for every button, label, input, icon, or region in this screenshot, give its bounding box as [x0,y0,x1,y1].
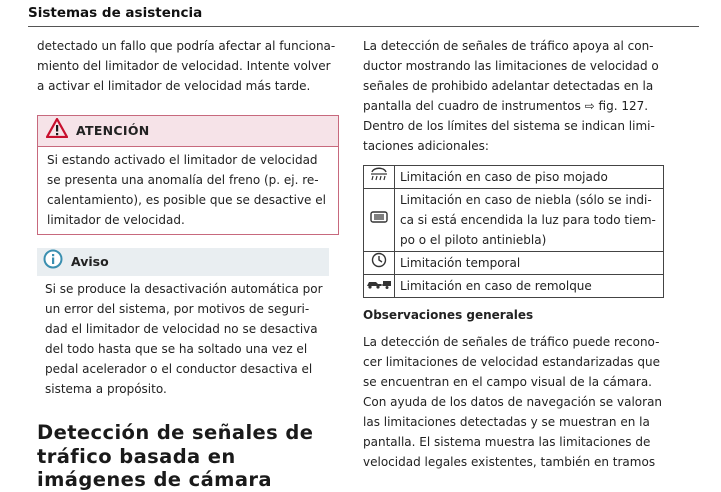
text-line: un error del sistema, por motivos de seguri- [45,302,310,316]
section-title [37,421,339,492]
text-line: dad el limitador de velocidad no se desactiva [45,322,318,336]
table-row [364,189,664,252]
text-line: taciones adicionales: [363,139,489,153]
text-line: Limitación en caso de piso mojado [400,170,608,184]
text-line: Limitación en caso de remolque [400,279,592,293]
text-line: cer limitaciones de velocidad estandarizadas que [363,355,660,369]
info-icon [43,249,63,275]
text-line: señales de prohibido adelantar detectadas en la [363,79,654,93]
text-line: La detección de señales de tráfico apoya al con- [363,39,654,53]
general-observations-text [363,332,664,472]
subheading: Observaciones generales [363,308,534,322]
fog-light-icon [364,189,395,252]
table-cell-text [395,252,664,275]
text-line: ductor mostrando las limitaciones de velocidad o [363,59,659,73]
text-line: se encuentran en el campo visual de la cámara. [363,375,652,389]
warning-triangle-icon [46,118,68,144]
right-intro [363,36,664,156]
section-title-line: Detección de señales de [37,421,314,444]
clock-icon [364,252,395,275]
note-title-bar [37,248,329,276]
text-line: miento del limitador de velocidad. Intente volver [37,59,331,73]
wet-road-icon [364,166,395,189]
text-line: detectado un fallo que podría afectar al funciona- [37,39,336,53]
text-line: pantalla del cuadro de instrumentos ⇨ fig. 127. [363,99,649,113]
text-line: Con ayuda de los datos de navegación se valoran [363,395,663,409]
text-line: a activar el limitador de velocidad más tarde. [37,79,311,93]
table-row [364,275,664,298]
warning-text [38,147,338,234]
text-line: las limitaciones detectadas y se muestran en la [363,415,650,429]
left-column [37,36,339,492]
text-line: Si se produce la desactivación automática por [45,282,323,296]
warning-title: ATENCIÓN [76,123,150,138]
warning-title-bar [38,116,338,147]
text-line: Limitación en caso de niebla (sólo se indi- [400,193,652,207]
table-row [364,166,664,189]
section-title-line: tráfico basada en [37,444,236,468]
text-line: po o el piloto antiniebla) [400,233,547,247]
text-line: La detección de señales de tráfico puede recono- [363,335,660,349]
text-line: ca si está encendida la luz para todo tiem- [400,213,656,227]
text-line: pedal acelerador o el conductor desactiva el [45,362,313,376]
text-line: Dentro de los límites del sistema se indican limi- [363,119,655,133]
right-column [363,36,664,472]
text-line: del todo hasta que se ha soltado una vez el [45,342,308,356]
text-line: calentamiento), es posible que se desactive el [47,193,326,207]
left-intro [37,36,339,96]
trailer-icon [364,275,395,298]
table-cell-text [395,189,664,252]
note-box [37,248,329,399]
text-line: Limitación temporal [400,256,521,270]
table-cell-text [395,275,664,298]
header-rule [28,26,699,27]
warning-box [37,115,339,235]
table-row [364,252,664,275]
section-title-line: imágenes de cámara [37,468,272,491]
limitations-table [363,165,664,298]
text-line: sistema a propósito. [45,382,167,396]
table-cell-text [395,166,664,189]
text-line: velocidad legales existentes, también en tramos [363,455,656,469]
text-line: limitador de velocidad. [47,213,185,227]
note-text [37,276,329,399]
page-header: Sistemas de asistencia [28,5,203,21]
text-line: pantalla. El sistema muestra las limitaciones de [363,435,651,449]
text-line: Si estando activado el limitador de velocidad [47,153,318,167]
text-line: se presenta una anomalía del freno (p. ej. re- [47,173,319,187]
note-title: Aviso [71,254,109,269]
